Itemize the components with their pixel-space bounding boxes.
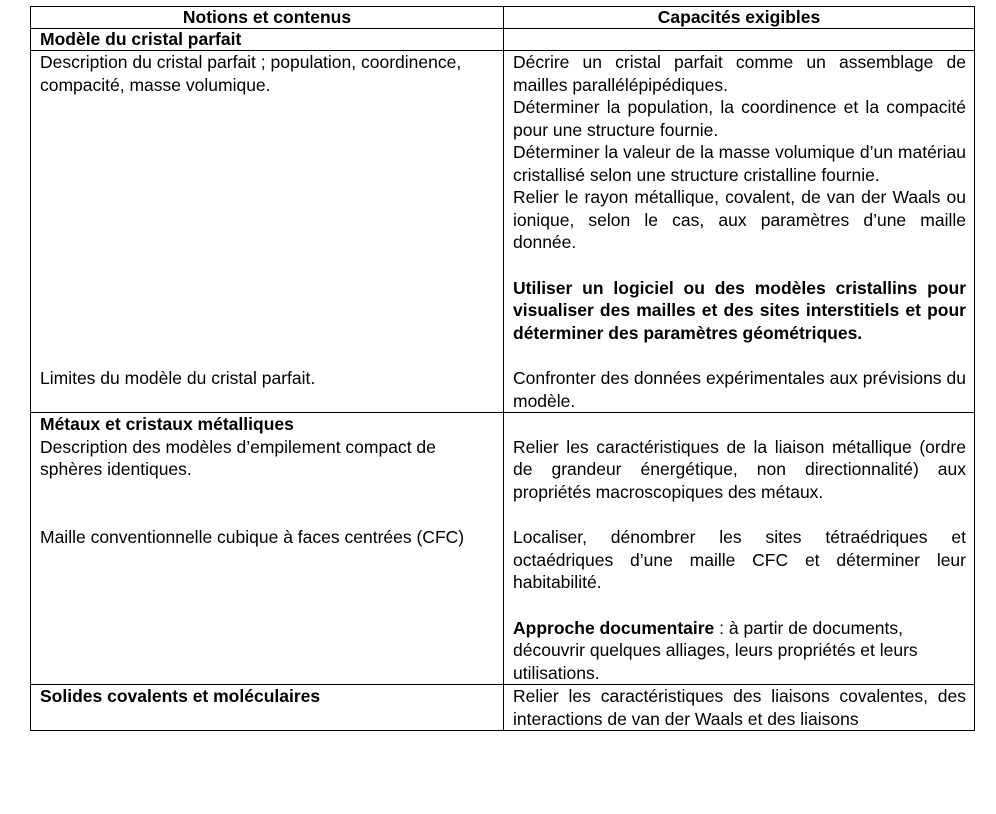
section-title-cristal-parfait: Modèle du cristal parfait xyxy=(31,29,504,51)
capacites-cell xyxy=(504,526,975,685)
spacer xyxy=(513,254,966,277)
notion-cell xyxy=(31,51,504,368)
approche-documentaire-label: Approche documentaire xyxy=(513,617,715,638)
approche-documentaire-text: : à partir de documents, découvrir quelques alliages, leurs propriétés et leurs utilisations. xyxy=(513,617,918,683)
program-table xyxy=(30,6,975,731)
capacite-text: Relier le rayon métallique, covalent, de van der Waals ou ionique, selon le cas, aux paramètres d’une maille donnée. xyxy=(513,187,966,252)
table-row xyxy=(31,413,975,527)
table-row xyxy=(31,526,975,685)
section-row-cristal-parfait xyxy=(31,29,975,51)
capacite-text-documentaire xyxy=(513,617,966,685)
notion-text: Description du cristal parfait ; population, coordinence, compacité, masse volumique. xyxy=(40,52,462,95)
capacite-text: Localiser, dénombrer les sites tétraédriques et octaédriques d’une maille CFC et déterminer leur habitabilité. xyxy=(513,527,966,592)
capacite-text: Confronter des données expérimentales aux prévisions du modèle. xyxy=(513,368,966,411)
capacites-cell xyxy=(504,685,975,731)
section-empty-cell xyxy=(504,29,975,51)
capacites-cell xyxy=(504,367,975,413)
table-row xyxy=(31,367,975,413)
capacite-text: Relier les caractéristiques de la liaison métallique (ordre de grandeur énergétique, non directionnalité) aux propriétés macroscopiques des métaux. xyxy=(513,436,966,502)
table-row xyxy=(31,685,975,731)
capacite-text: Déterminer la valeur de la masse volumique d’un matériau cristallisé selon une structure cristalline fournie. xyxy=(513,142,966,185)
spacer xyxy=(513,594,966,617)
capacites-cell xyxy=(504,51,975,368)
notion-cell xyxy=(31,526,504,685)
section-title-solides: Solides covalents et moléculaires xyxy=(40,686,321,706)
capacite-text: Décrire un cristal parfait comme un assemblage de mailles parallélépipédiques. xyxy=(513,52,966,95)
capacite-text: Déterminer la population, la coordinence et la compacité pour une structure fournie. xyxy=(513,97,966,140)
spacer xyxy=(513,344,966,367)
notion-text: Limites du modèle du cristal parfait. xyxy=(40,368,316,388)
header-capacites: Capacités exigibles xyxy=(504,7,975,29)
section-title-metaux: Métaux et cristaux métalliques xyxy=(40,414,294,434)
capacite-text-bold: Utiliser un logiciel ou des modèles cristallins pour visualiser des mailles et des sites interstitiels et pour déterminer des paramètres géométriques. xyxy=(513,277,966,343)
table-row xyxy=(31,51,975,368)
spacer xyxy=(513,503,966,526)
notion-cell xyxy=(31,685,504,731)
capacites-cell xyxy=(504,413,975,527)
notion-cell xyxy=(31,367,504,413)
notion-text: Maille conventionnelle cubique à faces centrées (CFC) xyxy=(40,527,465,547)
notion-cell xyxy=(31,413,504,527)
capacite-text: Relier les caractéristiques des liaisons covalentes, des interactions de van der Waals et des liaisons xyxy=(513,686,966,729)
header-notions: Notions et contenus xyxy=(31,7,504,29)
header-row xyxy=(31,7,975,29)
notion-text: Description des modèles d’empilement compact de sphères identiques. xyxy=(40,436,436,479)
